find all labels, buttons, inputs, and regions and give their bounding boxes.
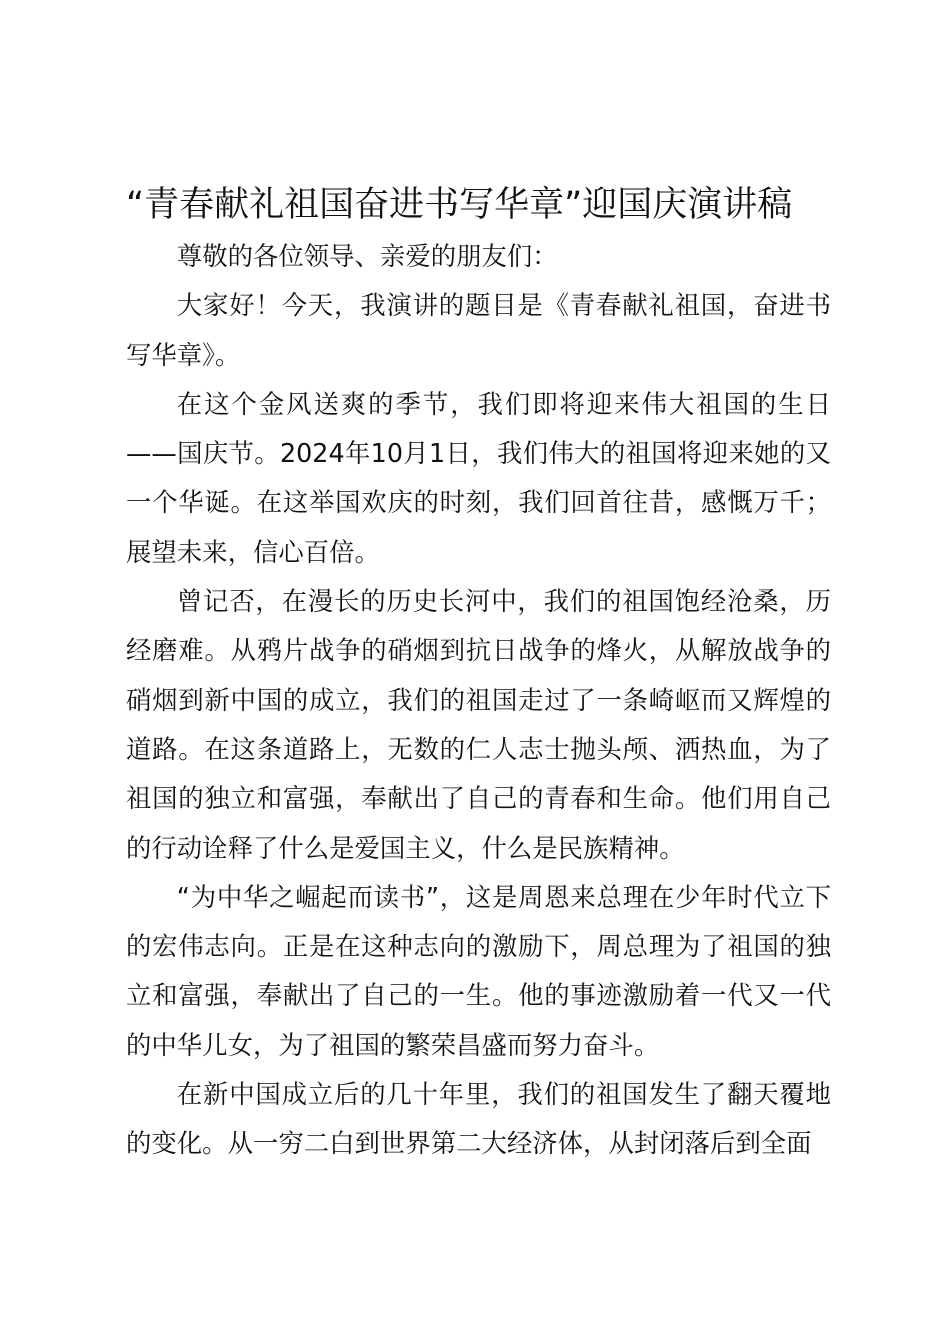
paragraph-new-china: 在新中国成立后的几十年里，我们的祖国发生了翻天覆地的变化。从一穷二白到世界第二大经济体，从封闭落后到全面 [126, 1079, 831, 1159]
document-body [126, 232, 831, 1169]
paragraph-greeting: 尊敬的各位领导、亲爱的朋友们： [176, 241, 558, 271]
paragraph-national-day: 在这个金风送爽的季节，我们即将迎来伟大祖国的生日——国庆节。2024年10月1日，我们伟大的祖国将迎来她的又一个华诞。在这举国欢庆的时刻，我们回首往昔，感慨万千；展望未来，信心百倍。 [126, 388, 831, 567]
paragraph-intro: 大家好！今天，我演讲的题目是《青春献礼祖国，奋进书写华章》。 [126, 290, 831, 370]
paragraph-history: 曾记否，在漫长的历史长河中，我们的祖国饱经沧桑，历经磨难。从鸦片战争的硝烟到抗日战争的烽火，从解放战争的硝烟到新中国的成立，我们的祖国走过了一条崎岖而又辉煌的道路。在这条道路上，无数的仁人志士抛头颅、洒热血，为了祖国的独立和富强，奉献出了自己的青春和生命。他们用自己的行动诠释了什么是爱国主义，什么是民族精神。 [126, 586, 831, 863]
document-title: “青春献礼祖国奋进书写华章”迎国庆演讲稿 [126, 185, 793, 225]
paragraph-zhou-enlai: “为中华之崛起而读书”，这是周恩来总理在少年时代立下的宏伟志向。正是在这种志向的激励下，周总理为了祖国的独立和富强，奉献出了自己的一生。他的事迹激励着一代又一代的中华儿女，为了祖国的繁荣昌盛而努力奋斗。 [126, 881, 831, 1060]
